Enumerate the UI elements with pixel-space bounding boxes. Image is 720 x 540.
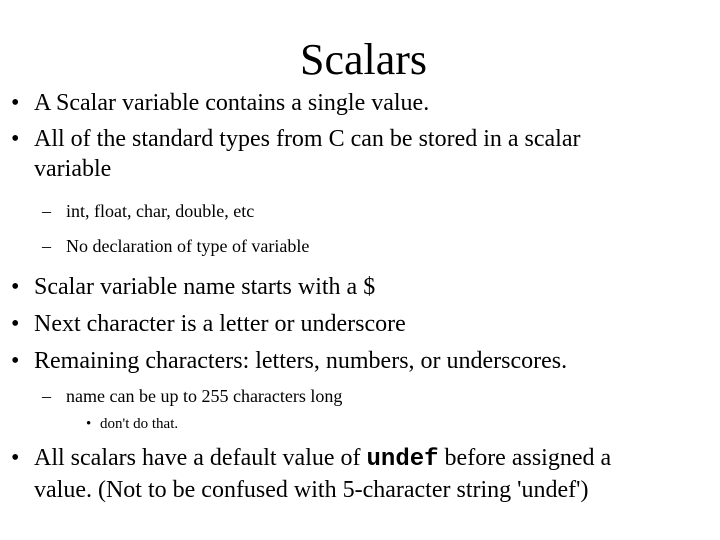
sub-sub-bullet-item	[0, 415, 720, 433]
sub-bullet-text: name can be up to 255 characters long	[66, 386, 343, 406]
bullet-text: Scalar variable name starts with a $	[34, 274, 376, 300]
sub-sub-bullet-text: don't do that.	[100, 416, 179, 432]
bullet-item	[0, 124, 720, 184]
bullet-text-continuation: value. (Not to be confused with 5-character string 'undef')	[34, 477, 589, 503]
dash-marker: –	[42, 386, 51, 406]
bullet-item	[0, 272, 720, 302]
bullet-marker: •	[11, 274, 20, 300]
sub-bullet-text: int, float, char, double, etc	[66, 201, 255, 221]
bullet-item	[0, 346, 720, 376]
bullet-item	[0, 443, 720, 505]
undef-code: undef	[366, 446, 439, 473]
bullet-marker: •	[11, 90, 20, 116]
bullet-marker: •	[11, 445, 20, 471]
bullet-text: A Scalar variable contains a single value.	[34, 90, 430, 116]
slide-title: Scalars	[299, 35, 428, 84]
dash-marker: –	[42, 201, 51, 221]
dash-marker: –	[42, 236, 51, 256]
bullet-list	[0, 88, 720, 505]
bullet-text-before: All scalars have a default value of	[34, 445, 367, 471]
sub-bullet-item	[0, 235, 720, 257]
bullet-text: All of the standard types from C can be stored in a scalar	[34, 126, 581, 152]
bullet-text: Next character is a letter or underscore	[34, 311, 406, 337]
bullet-item	[0, 309, 720, 339]
bullet-marker: •	[86, 416, 92, 432]
bullet-marker: •	[11, 126, 20, 152]
bullet-text-after: before assigned a	[438, 445, 612, 471]
sub-bullet-item	[0, 385, 720, 407]
bullet-item	[0, 88, 720, 118]
bullet-marker: •	[11, 311, 20, 337]
bullet-text	[34, 443, 710, 475]
sub-bullet-item	[0, 200, 720, 222]
sub-bullet-text: No declaration of type of variable	[66, 236, 310, 256]
bullet-text: Remaining characters: letters, numbers, or underscores.	[34, 348, 568, 374]
bullet-text-continuation: variable	[34, 156, 112, 182]
bullet-marker: •	[11, 348, 20, 374]
